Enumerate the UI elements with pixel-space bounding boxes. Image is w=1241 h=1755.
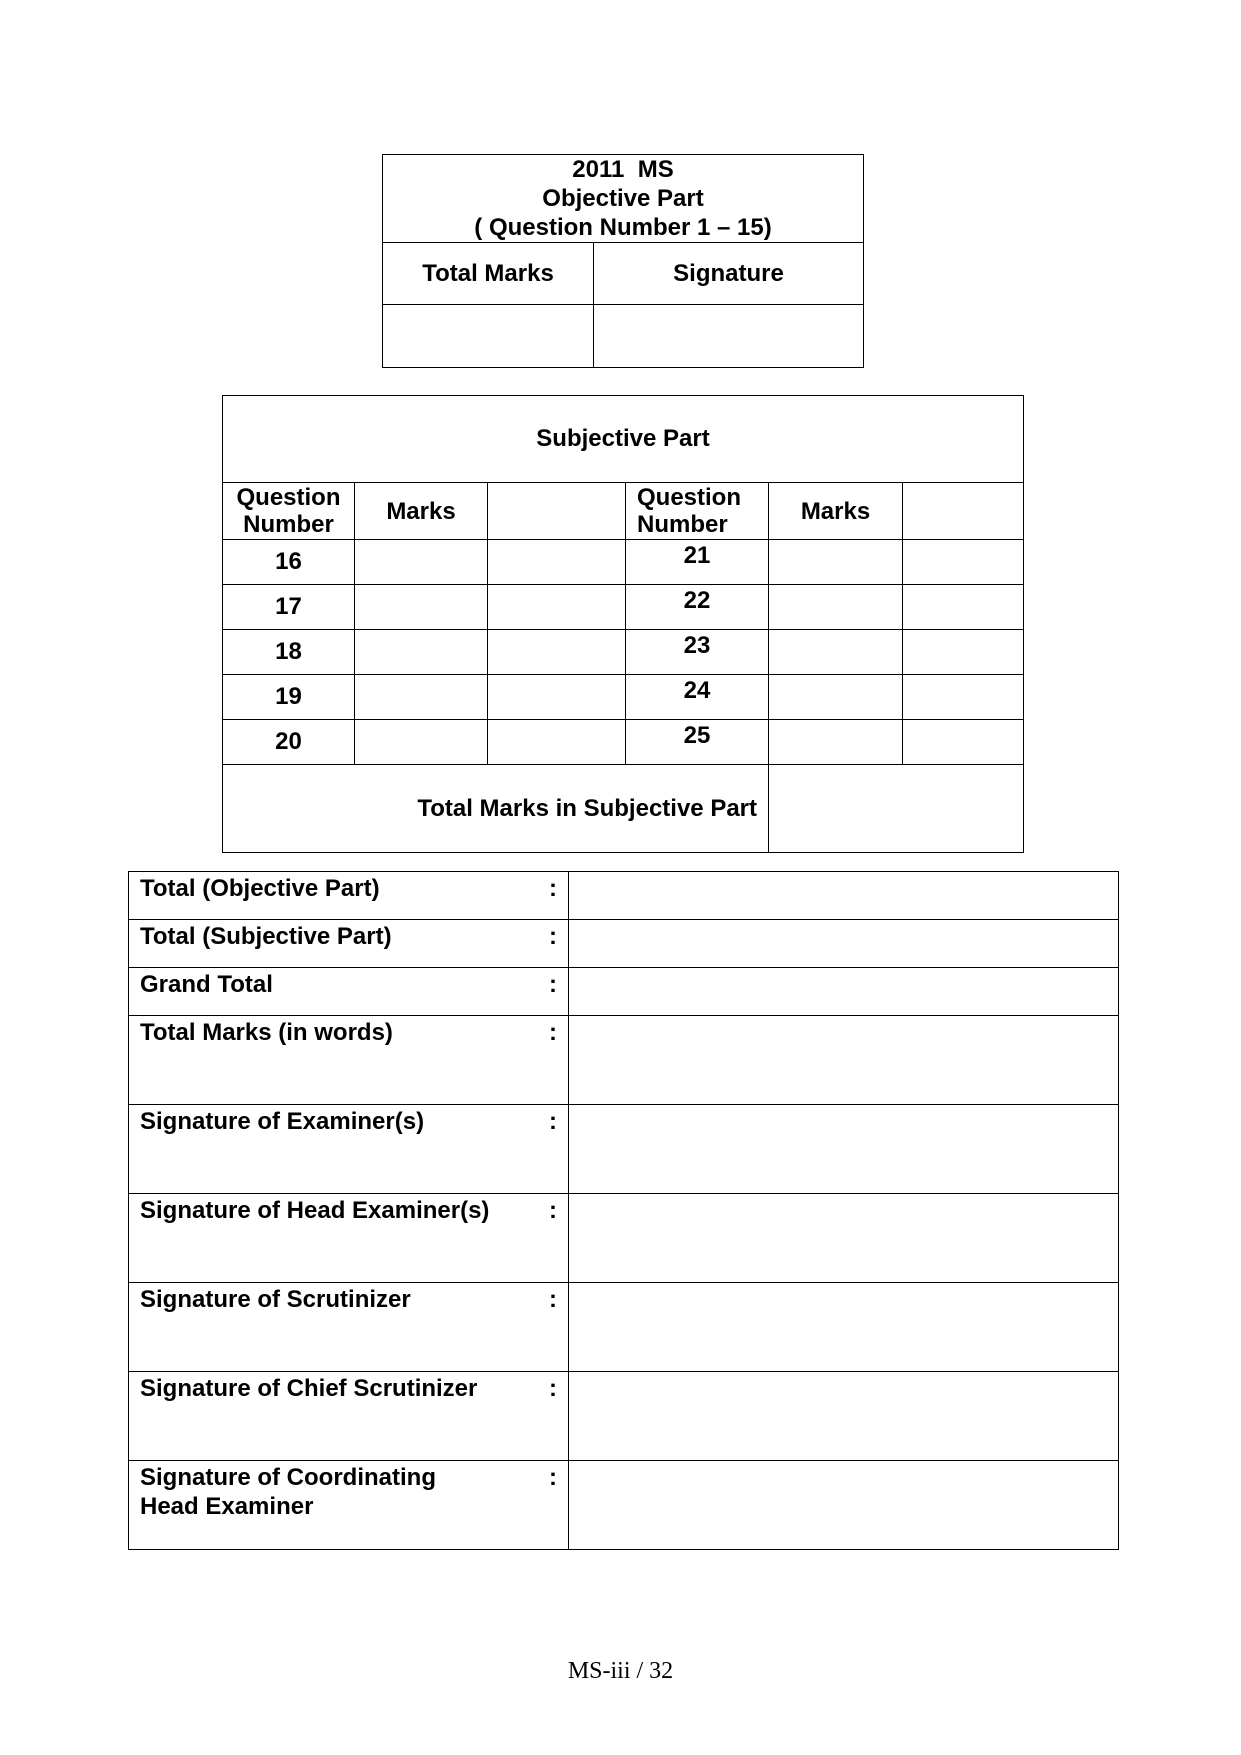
separator: : — [548, 1197, 557, 1224]
table-row — [223, 630, 1024, 675]
objective-signature-cell[interactable] — [594, 305, 864, 368]
signature-header: Signature — [594, 243, 864, 305]
row-label-text: Signature of Examiner(s) — [140, 1108, 425, 1135]
row-label — [129, 1372, 569, 1461]
question-number: 22 — [626, 585, 769, 630]
page-number: MS-iii / 32 — [567, 1658, 674, 1684]
question-range: ( Question Number 1 – 15) — [474, 214, 772, 241]
marks-header-right: Marks — [769, 483, 903, 540]
table-row — [223, 675, 1024, 720]
blank-cell[interactable] — [488, 540, 626, 585]
table-row — [129, 1194, 1119, 1283]
marks-cell[interactable] — [769, 630, 903, 675]
blank-cell[interactable] — [903, 675, 1024, 720]
question-number: 16 — [223, 540, 355, 585]
totals-table — [128, 871, 1119, 1550]
marks-cell[interactable] — [355, 675, 488, 720]
table-row — [129, 1372, 1119, 1461]
marks-cell[interactable] — [355, 630, 488, 675]
value-cell[interactable] — [568, 1461, 1118, 1550]
marks-cell[interactable] — [769, 585, 903, 630]
table-row — [129, 1461, 1119, 1550]
value-cell[interactable] — [568, 968, 1118, 1016]
objective-part-table — [382, 154, 864, 368]
objective-header — [383, 155, 864, 243]
row-label-text: Grand Total — [140, 971, 273, 998]
table-row — [129, 872, 1119, 920]
row-label-text: Signature of Scrutinizer — [140, 1286, 411, 1313]
value-cell[interactable] — [568, 1194, 1118, 1283]
separator: : — [548, 875, 557, 902]
marks-cell[interactable] — [355, 585, 488, 630]
question-number: 17 — [223, 585, 355, 630]
blank-header-left — [488, 483, 626, 540]
blank-cell[interactable] — [903, 585, 1024, 630]
blank-cell[interactable] — [488, 720, 626, 765]
row-label-text: Signature of Chief Scrutinizer — [140, 1375, 478, 1402]
table-row — [223, 540, 1024, 585]
table-row — [129, 1105, 1119, 1194]
question-number: 19 — [223, 675, 355, 720]
marks-cell[interactable] — [769, 540, 903, 585]
marks-cell[interactable] — [355, 540, 488, 585]
blank-header-right — [903, 483, 1024, 540]
row-label — [129, 1461, 569, 1550]
row-label — [129, 968, 569, 1016]
table-row — [129, 1283, 1119, 1372]
separator: : — [548, 1464, 557, 1491]
row-label — [129, 920, 569, 968]
question-number-header-left: Question Number — [223, 483, 355, 540]
subjective-total-cell[interactable] — [769, 765, 1024, 853]
row-label-text: Total (Subjective Part) — [140, 923, 392, 950]
blank-cell[interactable] — [488, 585, 626, 630]
value-cell[interactable] — [568, 1283, 1118, 1372]
question-number: 18 — [223, 630, 355, 675]
separator: : — [548, 1108, 557, 1135]
blank-cell[interactable] — [903, 540, 1024, 585]
marks-cell[interactable] — [769, 720, 903, 765]
subjective-title: Subjective Part — [223, 396, 1024, 483]
separator: : — [548, 971, 557, 998]
question-number: 23 — [626, 630, 769, 675]
row-label-text: Signature of Head Examiner(s) — [140, 1197, 490, 1224]
question-number: 24 — [626, 675, 769, 720]
row-label — [129, 1105, 569, 1194]
separator: : — [548, 1019, 557, 1046]
table-row — [223, 720, 1024, 765]
table-row — [129, 920, 1119, 968]
question-number-header-right: Question Number — [626, 483, 769, 540]
subjective-total-label: Total Marks in Subjective Part — [223, 765, 769, 853]
row-label — [129, 1016, 569, 1105]
row-label — [129, 1194, 569, 1283]
row-label-text: Total (Objective Part) — [140, 875, 380, 902]
value-cell[interactable] — [568, 1105, 1118, 1194]
question-number: 25 — [626, 720, 769, 765]
separator: : — [548, 1375, 557, 1402]
exam-code: 2011 MS — [572, 156, 674, 183]
blank-cell[interactable] — [488, 675, 626, 720]
objective-total-marks-cell[interactable] — [383, 305, 594, 368]
table-row — [129, 968, 1119, 1016]
subjective-part-table — [222, 395, 1024, 853]
value-cell[interactable] — [568, 872, 1118, 920]
blank-cell[interactable] — [903, 630, 1024, 675]
blank-cell[interactable] — [903, 720, 1024, 765]
blank-cell[interactable] — [488, 630, 626, 675]
table-row — [223, 585, 1024, 630]
row-label — [129, 1283, 569, 1372]
marks-cell[interactable] — [769, 675, 903, 720]
question-number: 21 — [626, 540, 769, 585]
table-row — [129, 1016, 1119, 1105]
question-number: 20 — [223, 720, 355, 765]
row-label-text: Total Marks (in words) — [140, 1019, 393, 1046]
marks-header-left: Marks — [355, 483, 488, 540]
value-cell[interactable] — [568, 1372, 1118, 1461]
marks-cell[interactable] — [355, 720, 488, 765]
separator: : — [548, 923, 557, 950]
objective-title: Objective Part — [542, 185, 704, 212]
value-cell[interactable] — [568, 920, 1118, 968]
row-label-text: Signature of Coordinating Head Examiner — [140, 1464, 436, 1520]
separator: : — [548, 1286, 557, 1313]
row-label — [129, 872, 569, 920]
value-cell[interactable] — [568, 1016, 1118, 1105]
total-marks-header: Total Marks — [383, 243, 594, 305]
